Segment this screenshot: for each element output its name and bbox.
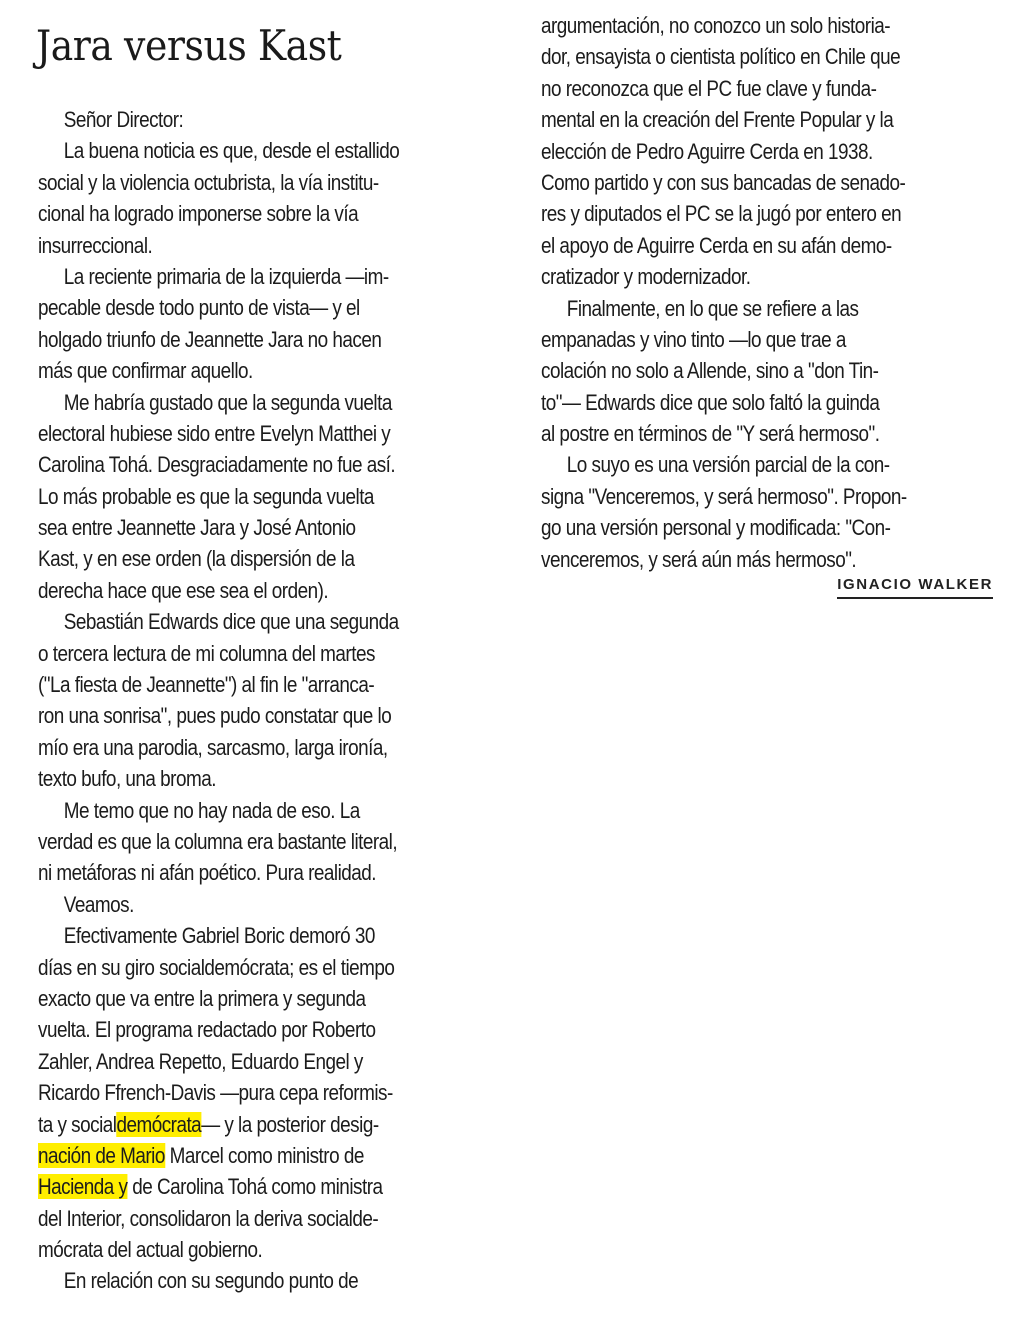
line-text: verdad es que la columna era bastante literal, [38,828,398,854]
text-line [541,512,995,543]
line-text: dor, ensayista o cientista político en Chile que [541,44,901,70]
line-text: signa "Venceremos, y será hermoso". Propon- [541,483,907,509]
line-text: ni metáforas ni afán poético. Pura realidad. [38,860,377,886]
line-text: Me habría gustado que la segunda vuelta [63,389,392,415]
text-line [38,230,492,261]
text-line [38,135,492,166]
line-text: días en su giro socialdemócrata; es el tiempo [38,954,395,980]
text-line [38,575,492,606]
line-text: el apoyo de Aguirre Cerda en su afán demo- [541,232,892,258]
text-line [38,355,492,386]
text-line [541,261,995,292]
text-line [541,167,995,198]
line-text: ("La fiesta de Jeannette") al fin le "arranca- [38,672,375,698]
line-text: social y la violencia octubrista, la vía institu- [38,169,379,195]
line-text: Carolina Tohá. Desgraciadamente no fue así. [38,452,396,478]
text-line [541,387,995,418]
text-line [38,857,492,888]
text-line [541,73,995,104]
line-text: Kast, y en ese orden (la dispersión de la [38,546,355,572]
text-line [541,41,995,72]
text-line [541,293,995,324]
line-text: venceremos, y será aún más hermoso". [541,546,857,572]
line-text: más que confirmar aquello. [38,358,253,384]
line-text: Lo suyo es una versión parcial de la con- [566,452,890,478]
line-text: sea entre Jeannette Jara y José Antonio [38,515,356,541]
text-line [38,700,492,731]
line-text: ta y social [38,1111,117,1137]
line-text: Lo más probable es que la segunda vuelta [38,483,374,509]
text-line [38,324,492,355]
line-text-continued: — y la posterior desig- [201,1111,379,1137]
text-line [38,1234,492,1265]
text-line [38,1014,492,1045]
text-line [541,198,995,229]
line-text: al postre en términos de "Y será hermoso". [541,421,880,447]
line-text: cional ha logrado imponerse sobre la vía [38,201,359,227]
line-text: Finalmente, en lo que se refiere a las [566,295,859,321]
line-text: vuelta. El programa redactado por Roberto [38,1017,376,1043]
line-text: colación no solo a Allende, sino a "don Tin- [541,358,879,384]
line-text: to"— Edwards dice que solo faltó la guinda [541,389,880,415]
text-line [38,669,492,700]
text-line [38,826,492,857]
highlighted-text: Hacienda y [38,1174,128,1200]
line-text: Como partido y con sus bancadas de senado- [541,169,906,195]
text-line [38,449,492,480]
text-line [541,544,995,575]
line-text: En relación con su segundo punto de [63,1268,359,1294]
text-line [38,167,492,198]
text-line [541,104,995,135]
right-column [541,10,995,575]
highlighted-text: demócrata [116,1111,202,1137]
text-line [38,387,492,418]
text-line [38,763,492,794]
line-text: empanadas y vino tinto —lo que trae a [541,326,846,352]
highlighted-text: nación de Mario [38,1142,165,1168]
text-line [38,1046,492,1077]
line-text: insurreccional. [38,232,153,258]
text-line [38,1077,492,1108]
line-text: Sebastián Edwards dice que una segunda [63,609,399,635]
line-text: Señor Director: [63,107,184,132]
text-line [38,512,492,543]
text-line [38,481,492,512]
text-line [38,732,492,763]
line-text: Zahler, Andrea Repetto, Eduardo Engel y [38,1048,363,1074]
line-text: texto bufo, una broma. [38,766,216,792]
line-text: no reconozca que el PC fue clave y funda- [541,75,877,101]
text-line [38,104,492,135]
text-line [38,889,492,920]
text-line [38,952,492,983]
text-line [541,10,995,41]
author-signature: IGNACIO WALKER [837,574,993,599]
text-line [541,418,995,449]
line-text: pecable desde todo punto de vista— y el [38,295,360,321]
text-line [541,136,995,167]
line-text: del Interior, consolidaron la deriva socialde- [38,1205,379,1231]
line-text-continued: de Carolina Tohá como ministra [127,1174,383,1200]
line-text: electoral hubiese sido entre Evelyn Matthei y [38,420,391,446]
line-text: derecha hace que ese sea el orden). [38,577,329,603]
text-line [38,983,492,1014]
text-line [541,481,995,512]
line-text: o tercera lectura de mi columna del martes [38,640,375,666]
line-text: argumentación, no conozco un solo historia- [541,13,891,38]
line-text: Veamos. [63,891,134,917]
text-line [541,449,995,480]
text-line [38,795,492,826]
text-line [38,1265,492,1296]
line-text-continued: Marcel como ministro de [164,1142,364,1168]
line-text: La reciente primaria de la izquierda —im- [63,263,389,289]
text-line [541,324,995,355]
text-line [38,261,492,292]
text-line [38,920,492,951]
text-line [38,418,492,449]
line-text: go una versión personal y modificada: "Con- [541,515,891,541]
text-line [38,606,492,637]
text-line [38,543,492,574]
line-text: Ricardo Ffrench-Davis —pura cepa reformis- [38,1080,393,1106]
text-line [38,1171,492,1202]
headline: Jara versus Kast [36,21,342,70]
text-line [38,292,492,323]
text-line [541,230,995,261]
text-line [38,198,492,229]
left-column [38,104,492,1297]
line-text: res y diputados el PC se la jugó por entero en [541,201,902,227]
line-text: holgado triunfo de Jeannette Jara no hacen [38,326,382,352]
line-text: exacto que va entre la primera y segunda [38,985,366,1011]
text-line [38,1109,492,1140]
text-line [38,638,492,669]
text-line [38,1140,492,1171]
text-line [541,355,995,386]
line-text: mócrata del actual gobierno. [38,1237,263,1263]
line-text: elección de Pedro Aguirre Cerda en 1938. [541,138,873,164]
line-text: La buena noticia es que, desde el estallido [63,138,400,164]
line-text: ron una sonrisa", pues pudo constatar que lo [38,703,392,729]
text-line [38,1203,492,1234]
line-text: mío era una parodia, sarcasmo, larga ironía, [38,734,388,760]
line-text: mental en la creación del Frente Popular y la [541,107,894,133]
line-text: cratizador y modernizador. [541,264,751,290]
line-text: Me temo que no hay nada de eso. La [63,797,360,823]
line-text: Efectivamente Gabriel Boric demoró 30 [63,923,375,949]
